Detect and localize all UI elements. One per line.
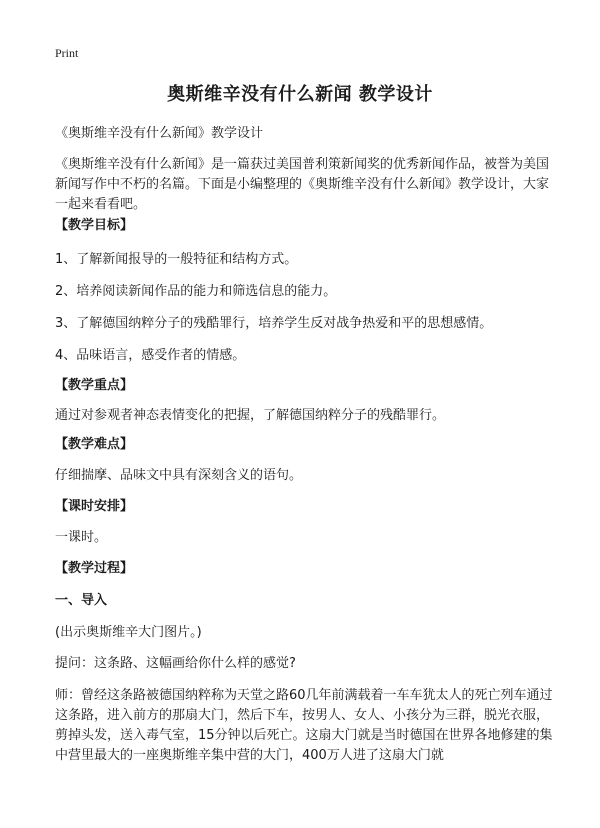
print-link[interactable]: Print bbox=[55, 46, 79, 60]
goal-item-2: 2、培养阅读新闻作品的能力和筛选信息的能力。 bbox=[55, 284, 337, 299]
difficulties-text: 仔细揣摩、品味文中具有深刻含义的语句。 bbox=[55, 468, 303, 483]
key-points-text: 通过对参观者神态表情变化的把握，了解德国纳粹分子的残酷罪行。 bbox=[55, 408, 446, 423]
process-step-3: 师：曾经这条路被德国纳粹称为天堂之路60几年前满载着一车车犹太人的死亡列车通过这条路，进入前方的那扇大门，然后下车，按男人、女人、小孩分为三群，脱光衣服，剪掉头发，送入毒气室，15分钟以后死亡。这扇大门就是当时德国在世界各地修建的集中营里最大的一座奥斯维辛集中营的大门，400万人进了这扇大门就 bbox=[55, 688, 553, 763]
key-points-heading: 【教学重点】 bbox=[55, 378, 134, 393]
goal-item-3: 3、了解德国纳粹分子的残酷罪行，培养学生反对战争热爱和平的思想感情。 bbox=[55, 316, 493, 331]
process-step-2: 提问：这条路、这幅画给你什么样的感觉? bbox=[55, 656, 296, 671]
goals-heading: 【教学目标】 bbox=[55, 218, 134, 233]
schedule-text: 一课时。 bbox=[55, 530, 108, 545]
process-step-1: (出示奥斯维辛大门图片。) bbox=[55, 625, 202, 640]
page-title: 奥斯维辛没有什么新闻 教学设计 bbox=[167, 84, 433, 105]
difficulties-heading: 【教学难点】 bbox=[55, 437, 134, 452]
section-intro-heading: 一、导入 bbox=[55, 593, 108, 608]
goal-item-1: 1、了解新闻报导的一般特征和结构方式。 bbox=[55, 252, 298, 267]
subtitle: 《奥斯维辛没有什么新闻》教学设计 bbox=[55, 126, 264, 141]
schedule-heading: 【课时安排】 bbox=[55, 499, 134, 514]
process-heading: 【教学过程】 bbox=[55, 561, 134, 576]
goal-item-4: 4、品味语言，感受作者的情感。 bbox=[55, 348, 246, 363]
intro-paragraph: 《奥斯维辛没有什么新闻》是一篇获过美国普利策新闻奖的优秀新闻作品，被誉为美国新闻写作中不朽的名篇。下面是小编整理的《奥斯维辛没有什么新闻》教学设计，大家一起来看看吧。 bbox=[55, 157, 550, 212]
